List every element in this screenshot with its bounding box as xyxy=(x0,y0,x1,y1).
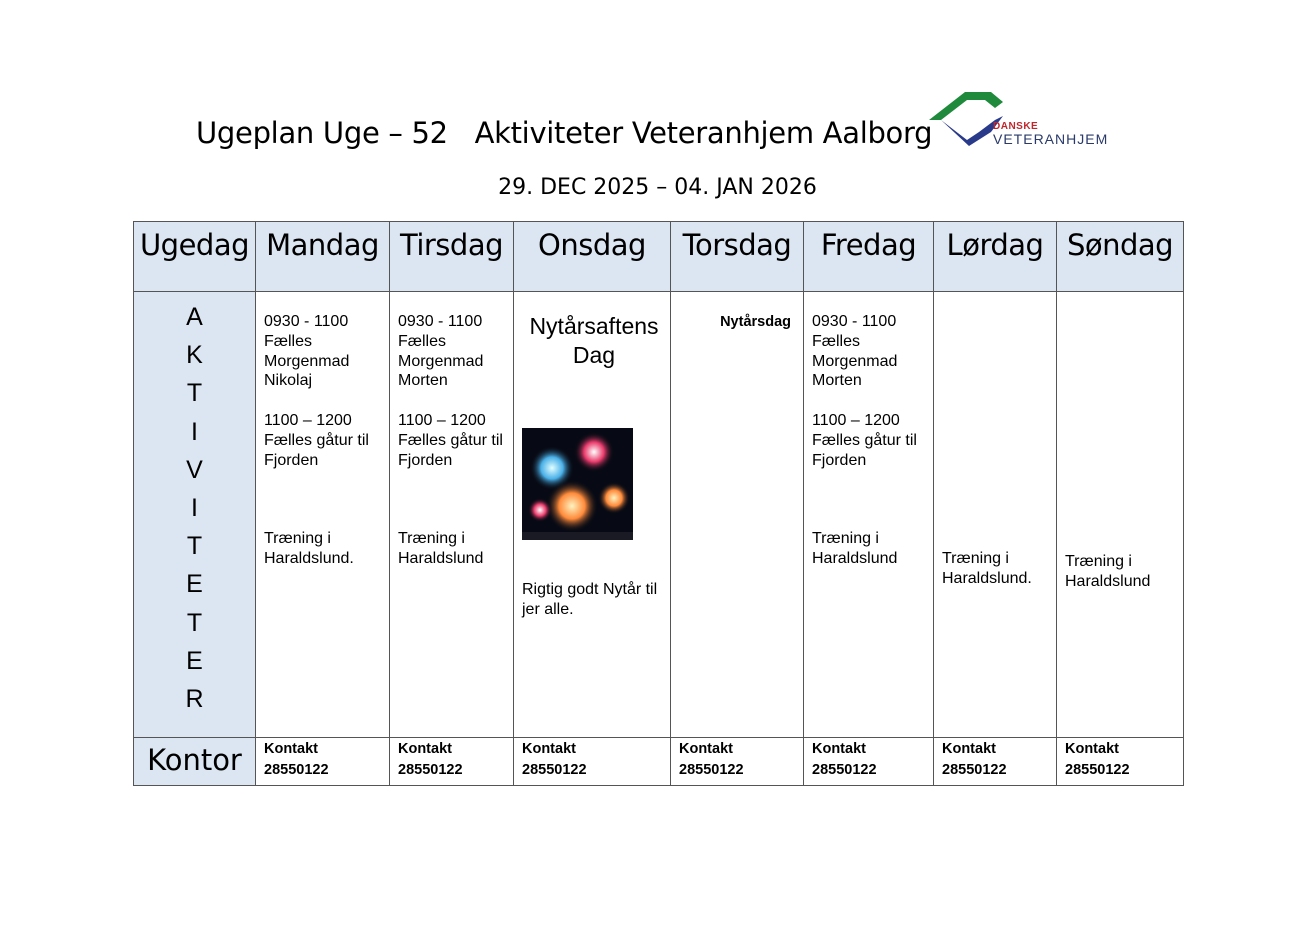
col-tirsdag: Tirsdag xyxy=(390,222,514,292)
date-range: 29. DEC 2025 – 04. JAN 2026 xyxy=(498,175,817,200)
col-onsdag: Onsdag xyxy=(514,222,671,292)
col-fredag: Fredag xyxy=(804,222,934,292)
col-sondag: Søndag xyxy=(1057,222,1184,292)
contact-cell: Kontakt 28550122 xyxy=(390,738,514,786)
schedule-table xyxy=(133,221,1184,786)
side-label-aktiviteter: A K T I V I T E T E R xyxy=(134,292,256,738)
cell-tuesday: 0930 - 1100 Fælles Morgenmad Morten 1100 – 1200 Fælles gåtur til Fjorden Træning i Haraldslund xyxy=(390,292,514,738)
contact-cell: Kontakt 28550122 xyxy=(671,738,804,786)
activities-row xyxy=(134,292,1184,738)
fireworks-image xyxy=(522,428,633,540)
col-lordag: Lørdag xyxy=(934,222,1057,292)
office-row xyxy=(134,738,1184,786)
col-torsdag: Torsdag xyxy=(671,222,804,292)
contact-cell: Kontakt 28550122 xyxy=(514,738,671,786)
contact-cell: Kontakt 28550122 xyxy=(934,738,1057,786)
side-label-kontor: Kontor xyxy=(134,738,256,786)
contact-cell: Kontakt 28550122 xyxy=(1057,738,1184,786)
header-row xyxy=(134,222,1184,292)
cell-thursday: Nytårsdag xyxy=(671,292,804,738)
cell-monday: 0930 - 1100 Fælles Morgenmad Nikolaj 1100 – 1200 Fælles gåtur til Fjorden Træning i Haraldslund. xyxy=(256,292,390,738)
cell-wednesday: Nytårsaftens Dag Rigtig godt Nytår til jer alle. xyxy=(514,292,671,738)
contact-cell: Kontakt 28550122 xyxy=(804,738,934,786)
page-title: Ugeplan Uge – 52 Aktiviteter Veteranhjem Aalborg xyxy=(196,116,933,150)
cell-saturday: Træning i Haraldslund. xyxy=(934,292,1057,738)
cell-friday: 0930 - 1100 Fælles Morgenmad Morten 1100 – 1200 Fælles gåtur til Fjorden Træning i Haraldslund xyxy=(804,292,934,738)
cell-sunday: Træning i Haraldslund xyxy=(1057,292,1184,738)
contact-cell: Kontakt 28550122 xyxy=(256,738,390,786)
col-ugedag: Ugedag xyxy=(134,222,256,292)
col-mandag: Mandag xyxy=(256,222,390,292)
